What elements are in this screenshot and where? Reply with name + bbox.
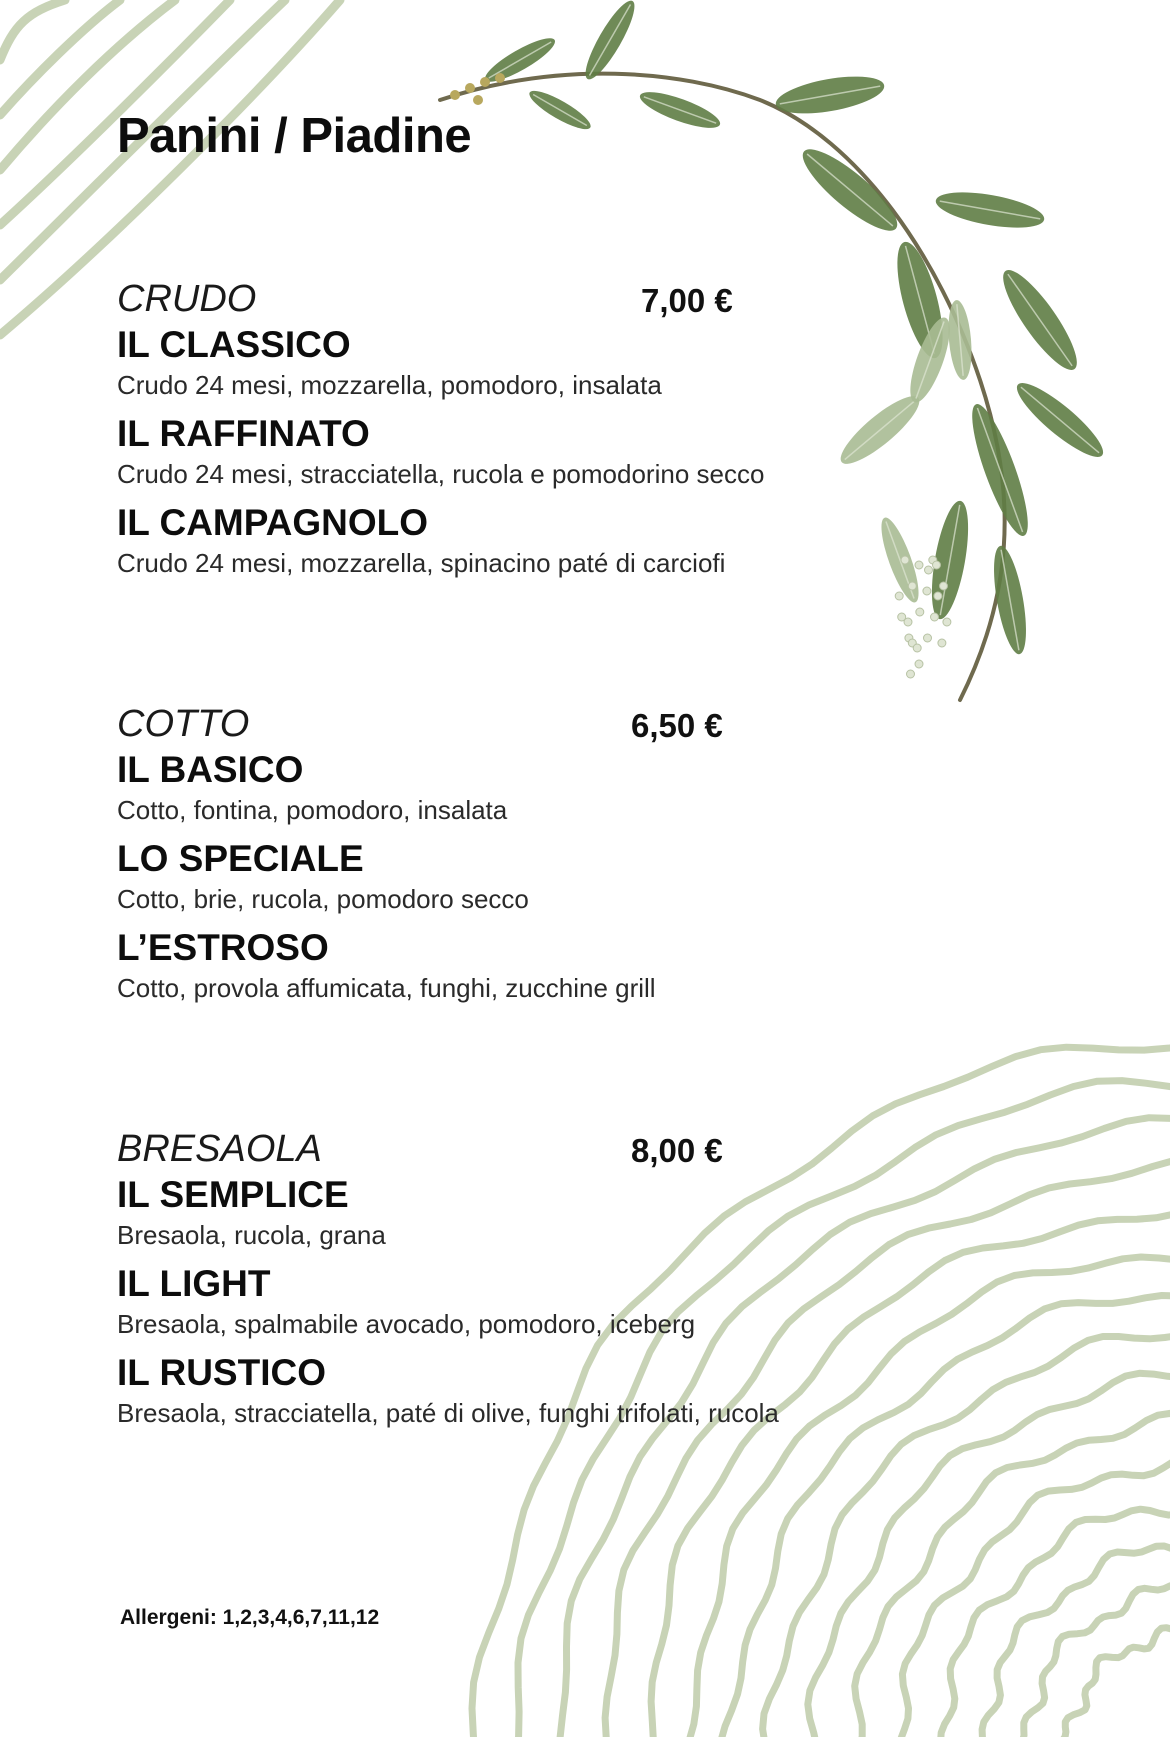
menu-item-name: IL RUSTICO (117, 1352, 326, 1393)
decorative-line (941, 1504, 1170, 1737)
flower-bud (933, 561, 941, 569)
menu-item (117, 838, 917, 927)
leaf (793, 138, 907, 241)
menu-item-name: IL BASICO (117, 749, 304, 790)
menu-item-description: Cotto, fontina, pomodoro, insalata (117, 795, 508, 825)
flower-bud (925, 566, 933, 574)
menu-item-name: IL SEMPLICE (117, 1174, 349, 1215)
flower-bud (898, 613, 906, 621)
leaf-vein (940, 505, 959, 615)
decorative-line (1014, 1584, 1170, 1737)
flower-bud (913, 644, 921, 652)
leaf-vein (780, 86, 880, 104)
menu-item (117, 1263, 917, 1352)
flower-bud (938, 639, 946, 647)
leaf (988, 544, 1033, 657)
leaf-vein (957, 304, 963, 376)
menu-item-description: Crudo 24 mesi, mozzarella, spinacino paté di carciofi (117, 548, 726, 578)
section-cotto (117, 703, 917, 1016)
leaf (525, 85, 595, 136)
leaf (946, 299, 975, 381)
decorative-line (899, 1456, 1170, 1737)
leaf-vein (644, 97, 716, 123)
leaf (925, 498, 975, 621)
menu-item-name: IL CLASSICO (117, 324, 351, 365)
menu-item (117, 1174, 917, 1263)
leaf-vein (940, 201, 1040, 219)
flower-bud (924, 634, 932, 642)
menu-item-name: IL LIGHT (117, 1263, 271, 1304)
allergens-note: Allergeni: 1,2,3,4,6,7,11,12 (120, 1606, 380, 1629)
leaf (962, 399, 1038, 541)
section-price: 7,00 € (641, 282, 733, 319)
flower-bud (943, 618, 951, 626)
leaf-vein (977, 408, 1022, 532)
menu-item-description: Bresaola, rucola, grana (117, 1220, 386, 1250)
flower-bud (916, 608, 924, 616)
menu-item (117, 927, 917, 1016)
leaf (636, 85, 723, 135)
menu-item-name: LO SPECIALE (117, 838, 364, 879)
decorative-line (0, 0, 120, 115)
flower-bud (495, 73, 505, 83)
flower-bud (450, 90, 460, 100)
section-name: CRUDO (117, 278, 257, 320)
flower-bud (931, 613, 939, 621)
flower-bud (895, 592, 903, 600)
menu-item-description: Bresaola, stracciatella, paté di olive, funghi trifolati, rucola (117, 1398, 779, 1428)
section-name: BRESAOLA (117, 1128, 322, 1170)
menu-item (117, 1352, 917, 1441)
flower-bud (940, 582, 948, 590)
leaf (773, 70, 887, 121)
flower-bud (923, 587, 931, 595)
flower-bud (473, 95, 483, 105)
menu-item (117, 749, 917, 838)
leaf-vein (590, 4, 631, 75)
flower-bud (480, 77, 490, 87)
menu-item-description: Crudo 24 mesi, stracciatella, rucola e pomodorino secco (117, 459, 765, 489)
menu-item (117, 502, 917, 591)
leaf-vein (1021, 387, 1099, 453)
section-price: 6,50 € (631, 707, 723, 744)
menu-item-description: Cotto, provola affumicata, funghi, zucchine grill (117, 973, 656, 1003)
menu-item (117, 324, 917, 413)
decorative-line (1058, 1623, 1170, 1737)
leaf-vein (489, 42, 551, 78)
leaf-vein (533, 95, 587, 126)
menu-item-description: Bresaola, spalmabile avocado, pomodoro, iceberg (117, 1309, 696, 1339)
leaf-vein (807, 154, 893, 226)
section-name: COTTO (117, 703, 250, 745)
flower-bud (904, 618, 912, 626)
section-crudo (117, 278, 917, 591)
flower-bud (465, 83, 475, 93)
leaf-vein (1001, 550, 1019, 650)
decorative-line (0, 0, 65, 60)
leaf-vein (916, 321, 944, 398)
menu-item-description: Crudo 24 mesi, mozzarella, pomodoro, insalata (117, 370, 662, 400)
menu-item-name: L’ESTROSO (117, 927, 329, 968)
flower-bud (929, 556, 937, 564)
section-price: 8,00 € (631, 1132, 723, 1169)
flower-bud (915, 660, 923, 668)
leaf (480, 31, 559, 88)
flower-bud (905, 634, 913, 642)
leaf (933, 186, 1047, 235)
decorative-line (855, 1413, 1170, 1737)
menu-item-description: Cotto, brie, rucola, pomodoro secco (117, 884, 529, 914)
flower-bud (934, 592, 942, 600)
menu-item (117, 413, 917, 502)
flower-bud (908, 639, 916, 647)
leaf (1009, 374, 1111, 466)
leaf-vein (1008, 274, 1072, 366)
flower-bud (907, 670, 915, 678)
leaf (992, 262, 1087, 379)
menu-item-name: IL RAFFINATO (117, 413, 370, 454)
leaf (578, 0, 642, 84)
menu-item-name: IL CAMPAGNOLO (117, 502, 429, 543)
page-title: Panini / Piadine (117, 109, 472, 163)
decorative-line (977, 1546, 1170, 1737)
section-bresaola (117, 1128, 917, 1441)
